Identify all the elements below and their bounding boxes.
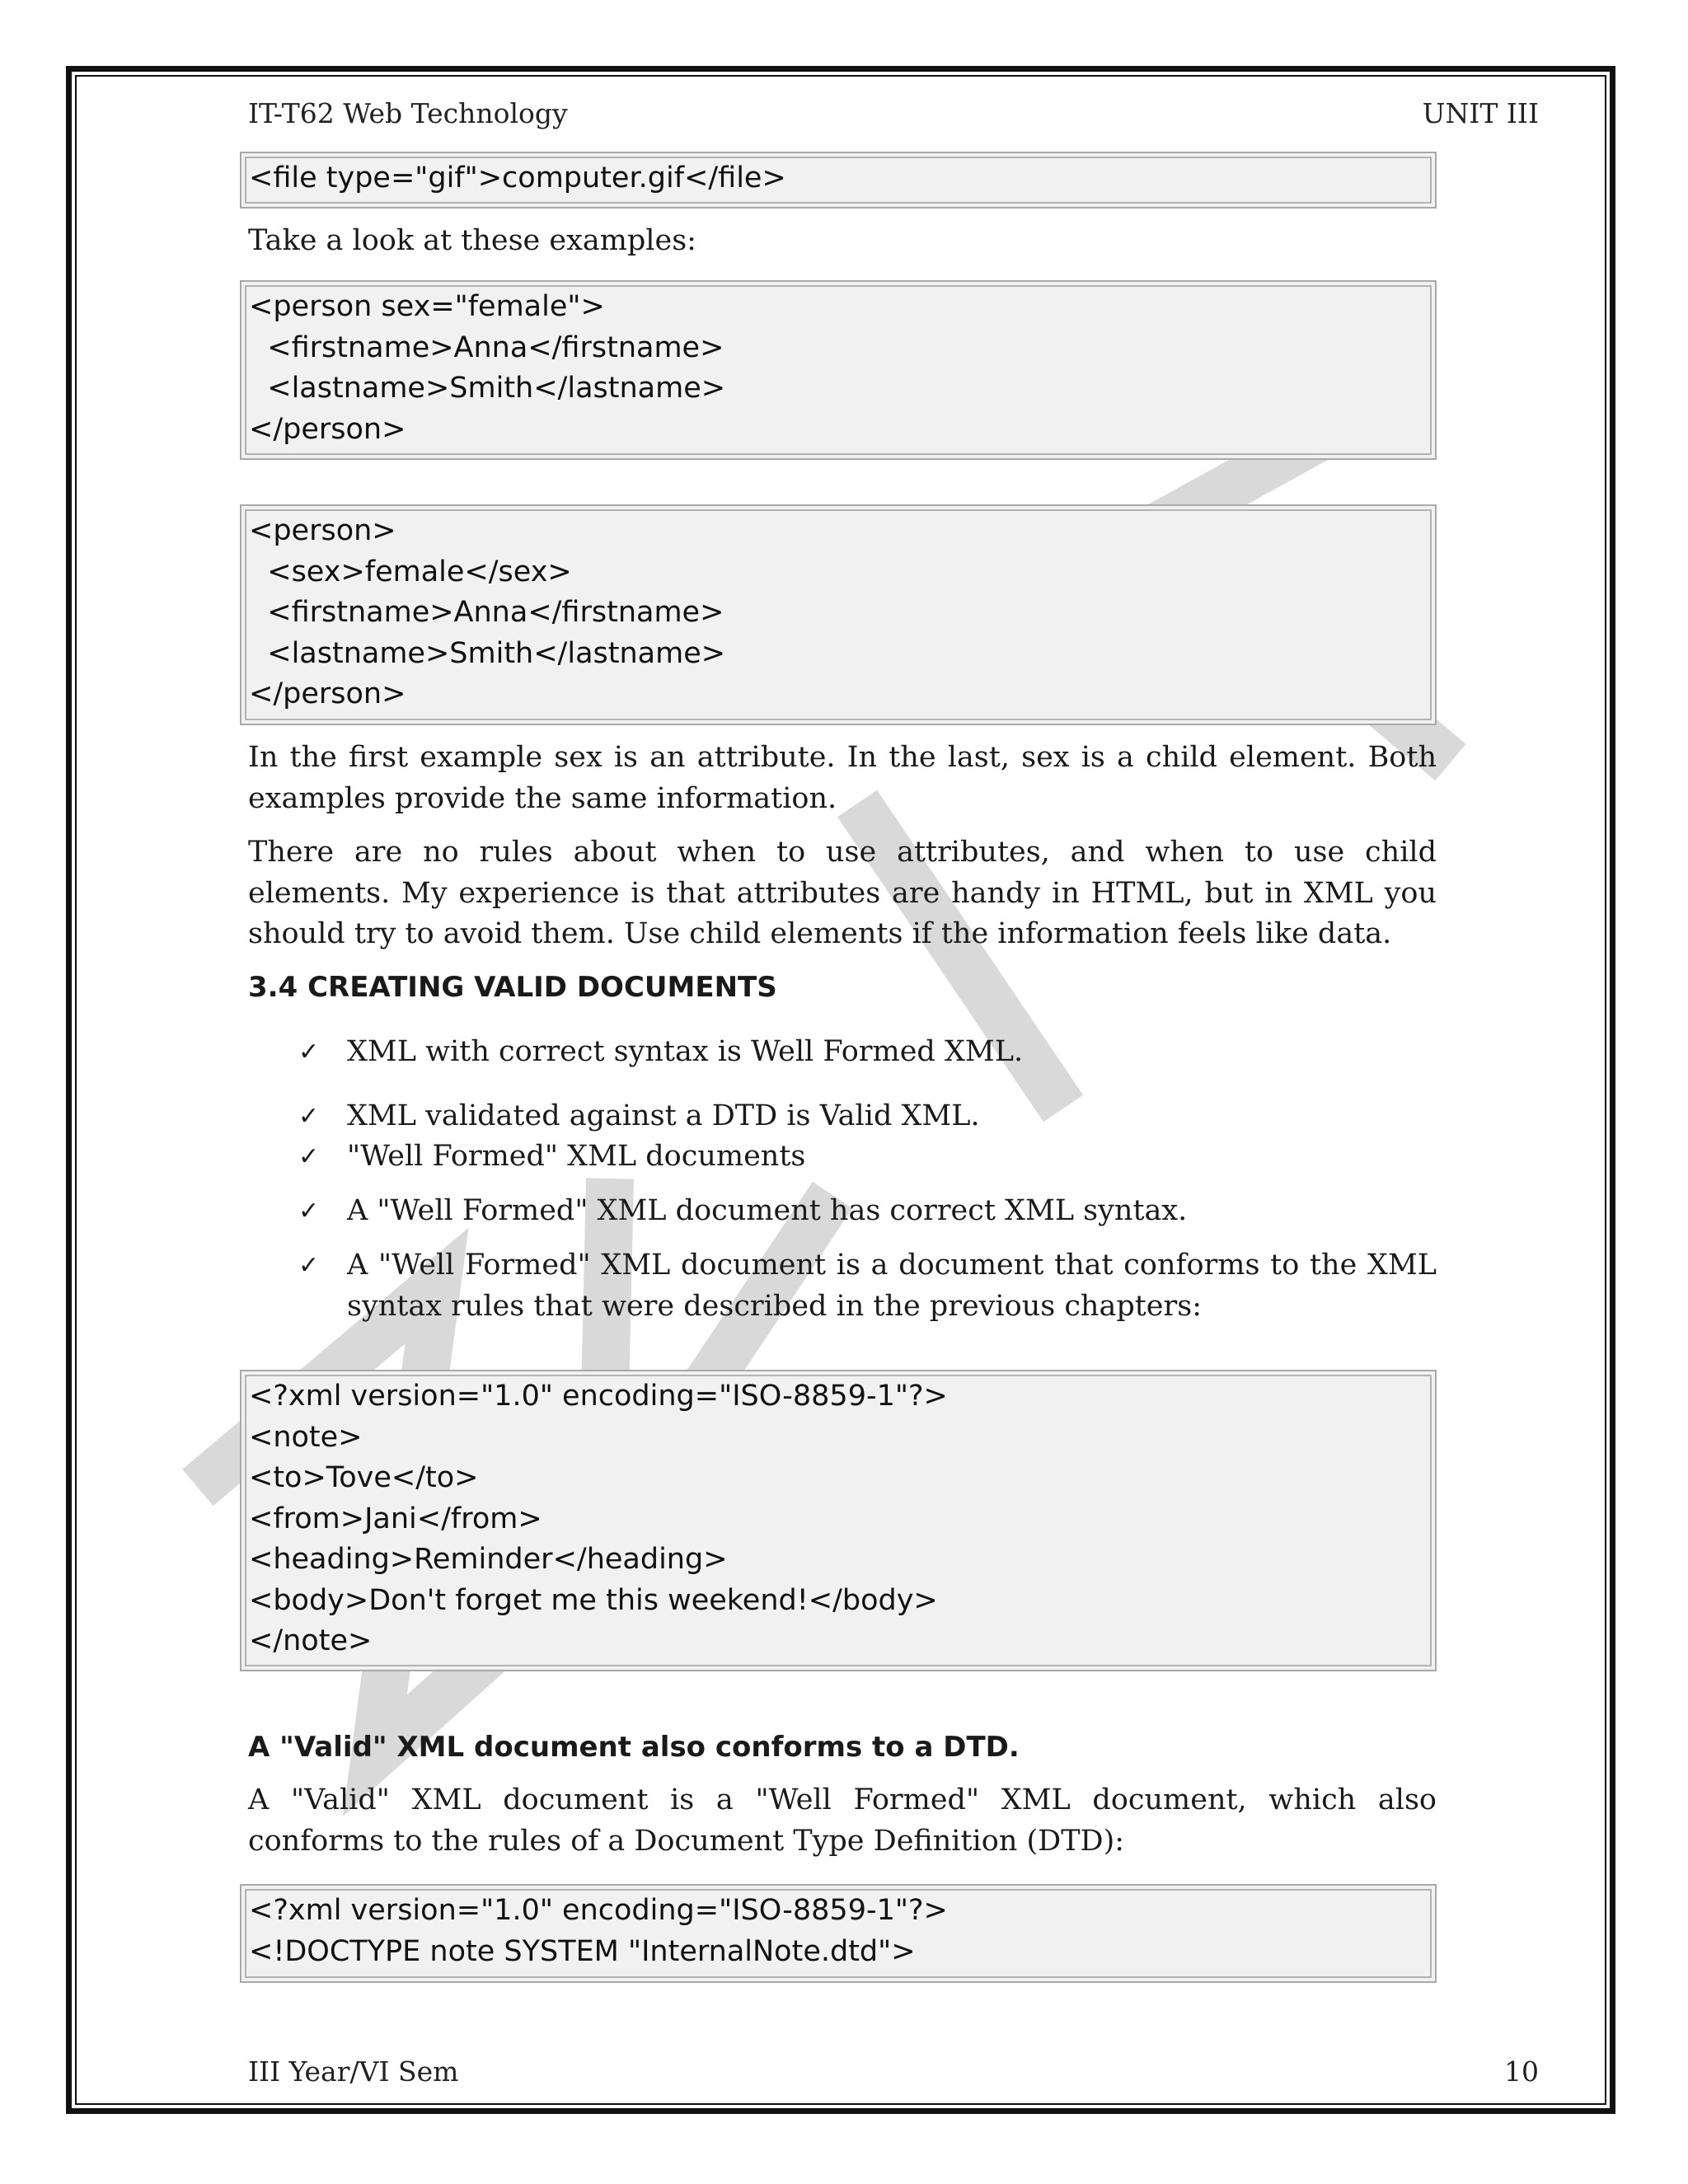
page-footer: [248, 2055, 1539, 2088]
bullet-text: XML validated against a DTD is Valid XML.: [347, 1099, 980, 1132]
footer-year-sem: III Year/VI Sem: [248, 2055, 459, 2088]
valid-heading: A "Valid" XML document also conforms to a DTD.: [248, 1731, 1020, 1764]
check-icon: ✓: [298, 1142, 320, 1171]
check-icon: ✓: [298, 1038, 320, 1066]
bullet-text: XML with correct syntax is Well Formed XML.: [347, 1035, 1024, 1068]
bullet-item: [298, 1245, 1437, 1327]
check-icon: ✓: [298, 1197, 320, 1226]
bullet-text: A "Well Formed" XML document has correct XML syntax.: [347, 1194, 1188, 1227]
examples-intro: Take a look at these examples:: [248, 224, 696, 257]
bullet-text: A "Well Formed" XML document is a document that conforms to the XML syntax rules that were described in the previous chapters:: [347, 1249, 1437, 1323]
bullet-item: [298, 1137, 1437, 1178]
bullet-item: [298, 1032, 1437, 1073]
code-block-note: <?xml version="1.0" encoding="ISO-8859-1"?> <note> <to>Tove</to> <from>Jani</from> <heading>Reminder</heading> <body>Don't forget me this weekend!</body> </note>: [240, 1370, 1437, 1671]
code-block-person-attribute: <person sex="female"> <firstname>Anna</firstname> <lastname>Smith</lastname> </person>: [240, 280, 1437, 460]
page-header: [248, 97, 1539, 129]
valid-description-paragraph: A "Valid" XML document is a "Well Formed" XML document, which also conforms to the rules of a Document Type Definition (DTD):: [248, 1783, 1437, 1858]
bullet-item: [298, 1096, 1437, 1137]
first-example-paragraph: In the first example sex is an attribute. In the last, sex is a child element. Both examples provide the same information.: [248, 741, 1437, 815]
no-rules-paragraph: There are no rules about when to use attributes, and when to use child elements. My experience is that attributes are handy in HTML, but in XML you should try to avoid them. Use child elements if the information feels like data.: [248, 836, 1437, 950]
header-course-title: IT-T62 Web Technology: [248, 97, 568, 129]
code-block-file: <file type="gif">computer.gif</file>: [240, 152, 1437, 209]
check-icon: ✓: [298, 1251, 320, 1280]
code-block-doctype: <?xml version="1.0" encoding="ISO-8859-1"?> <!DOCTYPE note SYSTEM "InternalNote.dtd">: [240, 1884, 1437, 1983]
page-number: 10: [1504, 2055, 1539, 2088]
bullet-item: [298, 1191, 1437, 1232]
bullet-text: "Well Formed" XML documents: [347, 1140, 806, 1173]
code-block-person-child: <person> <sex>female</sex> <firstname>Anna</firstname> <lastname>Smith</lastname> </person>: [240, 504, 1437, 725]
section-heading: 3.4 CREATING VALID DOCUMENTS: [248, 971, 777, 1004]
header-unit: UNIT III: [1422, 97, 1539, 129]
check-icon: ✓: [298, 1102, 320, 1131]
